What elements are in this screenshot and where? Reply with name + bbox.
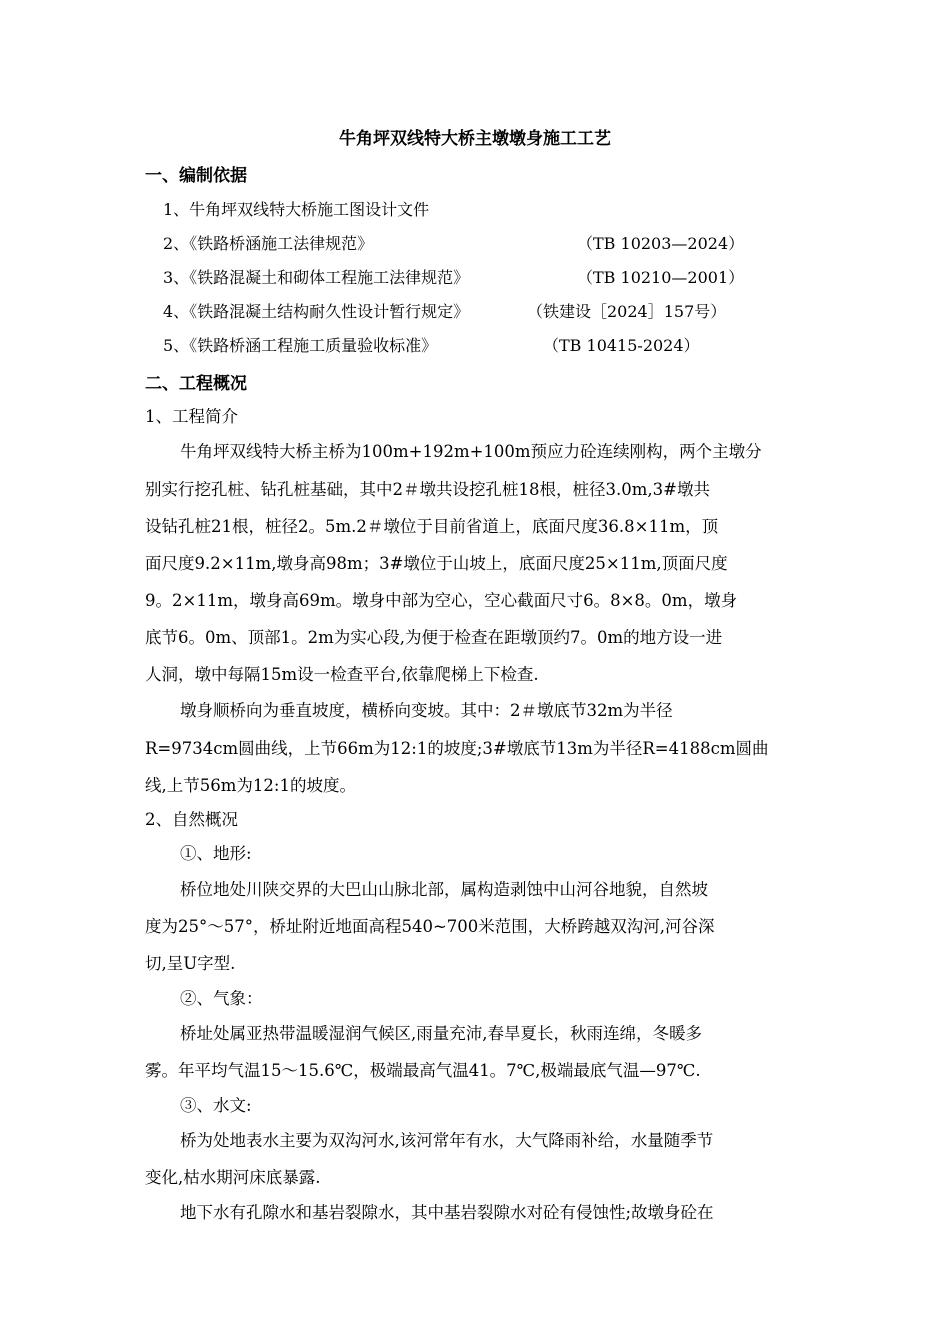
paragraph-line: 变化,枯水期河床底暴露. — [145, 1168, 321, 1187]
item-label-hydrology: ③、水文: — [180, 1096, 252, 1115]
reference-standard: （TB 10210—2001） — [577, 268, 745, 287]
reference-item — [163, 231, 745, 254]
paragraph-line: 墩身顺桥向为垂直坡度，横桥向变坡。其中：2＃墩底节32m为半径 — [180, 701, 673, 720]
reference-standard: （TB 10203—2024） — [577, 234, 745, 253]
paragraph-line: 切,呈U字型. — [145, 954, 236, 973]
reference-item — [163, 333, 700, 356]
paragraph-line: 桥址处属亚热带温暖湿润气候区,雨量充沛,春旱夏长，秋雨连绵，冬暖多 — [180, 1024, 702, 1043]
paragraph-line: 度为25°～57°，桥址附近地面高程540~700米范围，大桥跨越双沟河,河谷深 — [145, 917, 715, 936]
reference-title: 2、《铁路桥涵施工法律规范》 — [163, 234, 374, 253]
paragraph-line: 线,上节56m为12:1的坡度。 — [145, 776, 356, 795]
section-heading-overview: 二、工程概况 — [145, 374, 247, 394]
reference-title: 3、《铁路混凝土和砌体工程施工法律规范》 — [163, 268, 470, 287]
reference-standard: （铁建设［2024］157号） — [527, 302, 727, 321]
paragraph-line: 面尺度9.2×11m,墩身高98m；3#墩位于山坡上，底面尺度25×11m,顶面尺度 — [145, 554, 728, 573]
reference-item — [163, 197, 429, 220]
paragraph-line: 人洞，墩中每隔15m设一检查平台,依靠爬梯上下检查. — [145, 665, 539, 684]
paragraph-line: 桥位地处川陕交界的大巴山山脉北部，属构造剥蚀中山河谷地貌，自然坡 — [180, 880, 708, 899]
paragraph-line: 桥为处地表水主要为双沟河水,该河常年有水，大气降雨补给，水量随季节 — [180, 1131, 714, 1150]
subsection-title: 1、工程简介 — [145, 407, 238, 426]
subsection-title: 2、自然概况 — [145, 810, 238, 829]
reference-title: 5、《铁路桥涵工程施工质量验收标准》 — [163, 336, 438, 355]
reference-item — [163, 265, 745, 288]
paragraph-line: 9。2×11m，墩身高69m。墩身中部为空心，空心截面尺寸6。8×8。0m，墩身 — [145, 591, 738, 610]
reference-standard: （TB 10415-2024） — [543, 336, 700, 355]
item-label-climate: ②、气象： — [180, 989, 263, 1008]
paragraph-line: 牛角坪双线特大桥主桥为100m+192m+100m预应力砼连续刚构，两个主墩分 — [180, 442, 762, 461]
section-heading-basis: 一、编制依据 — [145, 166, 247, 186]
paragraph-line: 设钻孔桩21根，桩径2。5m.2＃墩位于目前省道上，底面尺度36.8×11m，顶 — [145, 517, 719, 536]
paragraph-line: 地下水有孔隙水和基岩裂隙水，其中基岩裂隙水对砼有侵蚀性;故墩身砼在 — [180, 1203, 714, 1222]
item-label-terrain: ①、地形: — [180, 844, 252, 863]
page-title: 牛角坪双线特大桥主墩墩身施工工艺 — [339, 129, 611, 149]
paragraph-line: R=9734cm圆曲线，上节66m为12:1的坡度;3#墩底节13m为半径R=4188cm圆曲 — [145, 739, 769, 758]
paragraph-line: 底节6。0m、顶部1。2m为实心段,为便于检查在距墩顶约7。0m的地方设一进 — [145, 628, 723, 647]
paragraph-line: 别实行挖孔桩、钻孔桩基础，其中2＃墩共设挖孔桩18根，桩径3.0m,3#墩共 — [145, 480, 710, 499]
reference-title: 1、牛角坪双线特大桥施工图设计文件 — [163, 200, 430, 219]
reference-title: 4、《铁路混凝土结构耐久性设计暂行规定》 — [163, 302, 470, 321]
paragraph-line: 雾。年平均气温15～15.6℃，极端最高气温41。7℃,极端最底气温—97℃. — [145, 1061, 701, 1080]
reference-item — [163, 299, 727, 322]
